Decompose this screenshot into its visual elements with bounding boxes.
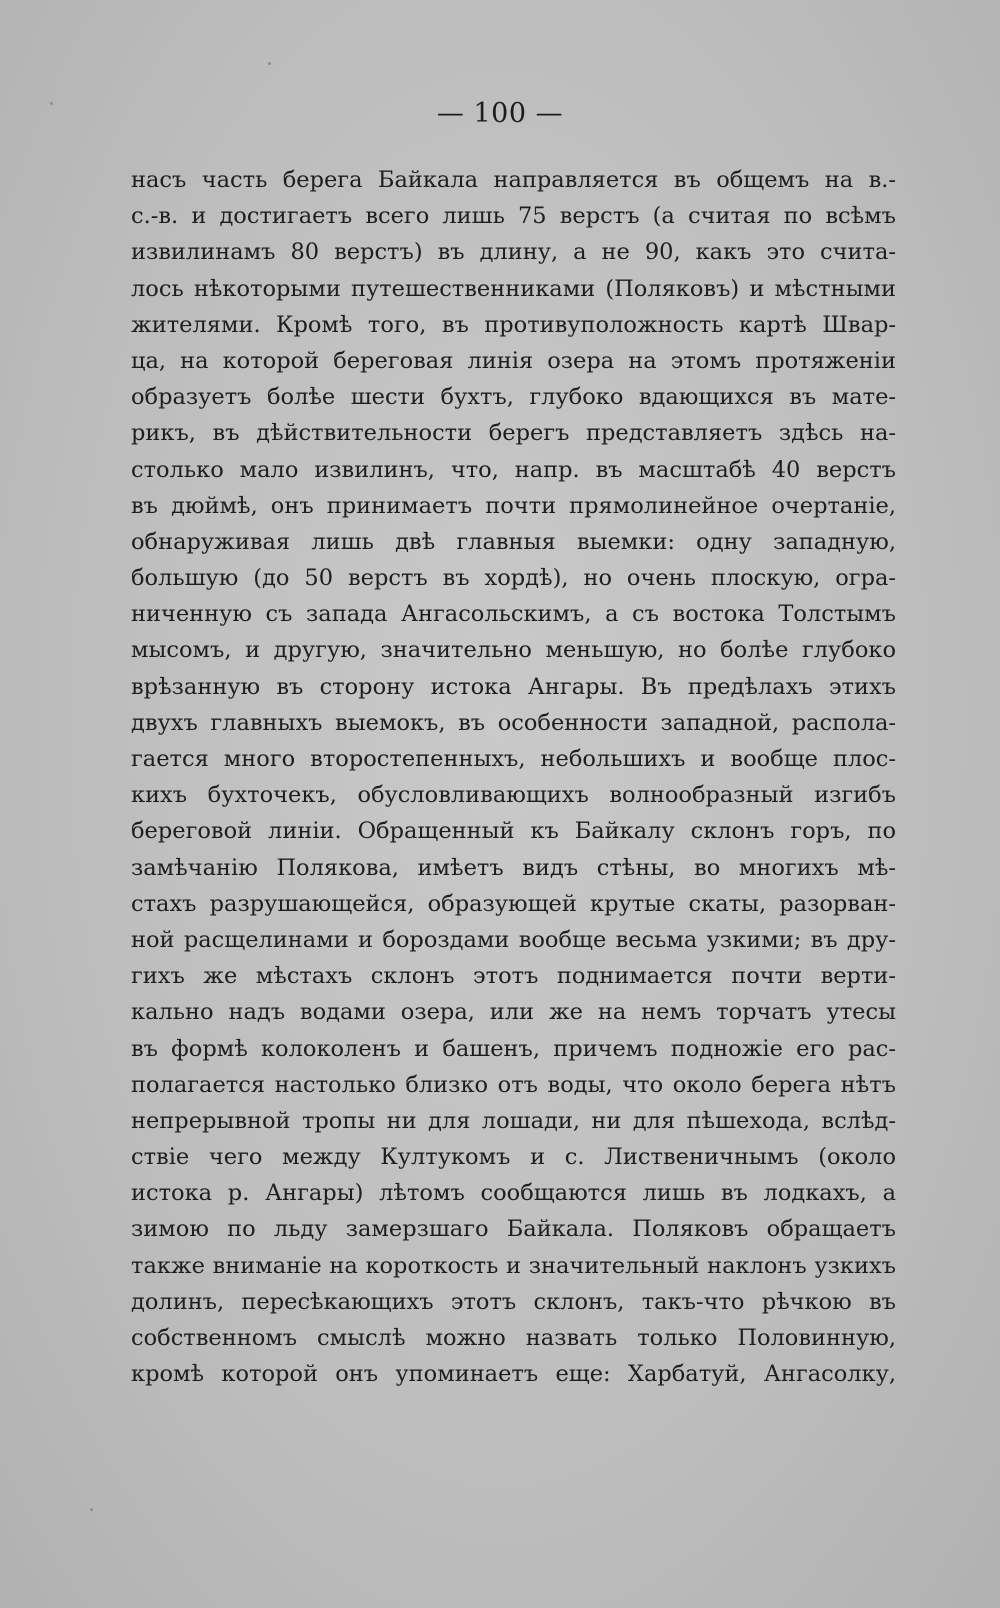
text-line: образуетъ болѣе шести бухтъ, глубоко вдающихся въ мате- <box>131 384 896 411</box>
text-line: собственномъ смыслѣ можно назвать только Половинную, <box>131 1325 896 1351</box>
text-line: столько мало извилинъ, что, напр. въ масштабѣ 40 верстъ <box>131 456 896 483</box>
text-line: ствіе чего между Култукомъ и с. Лиственичнымъ (около <box>131 1144 896 1171</box>
text-line: рикъ, въ дѣйствительности берегъ представляетъ здѣсь на- <box>131 420 896 447</box>
text-line: въ дюймѣ, онъ принимаетъ почти прямолинейное очертаніе, <box>131 492 896 519</box>
text-line: лось нѣкоторыми путешественниками (Поляковъ) и мѣстными <box>131 275 896 302</box>
text-line: гается много второстепенныхъ, небольшихъ и вообще плос- <box>131 746 896 772</box>
text-line: извилинамъ 80 верстъ) въ длину, а не 90, какъ это счита- <box>131 239 896 266</box>
text-line: большую (до 50 верстъ въ хордѣ), но очень плоскую, огра- <box>131 565 896 592</box>
text-line: мысомъ, и другую, значительно меньшую, но болѣе глубоко <box>131 637 896 664</box>
text-line: стахъ разрушающейся, образующей крутые скаты, разорван- <box>131 890 896 917</box>
text-line: обнаруживая лишь двѣ главныя выемки: одну западную, <box>131 528 896 555</box>
page-number: — 100 — <box>436 98 564 129</box>
text-line: непрерывной тропы ни для лошади, ни для пѣшехода, вслѣд- <box>131 1107 896 1134</box>
text-line: ца, на которой береговая линія озера на этомъ протяженіи <box>131 347 896 374</box>
text-line: насъ часть берега Байкала направляется въ общемъ на в.- <box>131 167 896 193</box>
text-line: ной расщелинами и бороздами вообще весьма узкими; въ дру- <box>131 926 896 953</box>
text-line: кромѣ которой онъ упоминаетъ еще: Харбатуй, Ангасолку, <box>131 1361 896 1388</box>
text-line: полагается настолько близко отъ воды, что около берега нѣтъ <box>131 1071 896 1098</box>
text-line: врѣзанную въ сторону истока Ангары. Въ предѣлахъ этихъ <box>131 673 896 700</box>
text-line: также вниманіе на короткость и значительный наклонъ узкихъ <box>131 1252 896 1279</box>
text-line: въ формѣ колоколенъ и башенъ, причемъ подножіе его рас- <box>131 1035 896 1062</box>
body-text <box>131 162 896 1392</box>
text-line: ниченную съ запада Ангасольскимъ, а съ востока Толстымъ <box>131 601 896 628</box>
text-line: замѣчанію Полякова, имѣетъ видъ стѣны, во многихъ мѣ- <box>131 854 896 881</box>
paper-speck <box>268 62 271 65</box>
paper-speck <box>90 1508 93 1511</box>
text-line: зимою по льду замерзшаго Байкала. Поляковъ обращаетъ <box>131 1216 896 1243</box>
text-line: кихъ бухточекъ, обусловливающихъ волнообразный изгибъ <box>131 782 896 809</box>
text-line: гихъ же мѣстахъ склонъ этотъ поднимается почти верти- <box>131 963 896 990</box>
text-line: кально надъ водами озера, или же на немъ торчатъ утесы <box>131 999 896 1026</box>
text-line: истока р. Ангары) лѣтомъ сообщаются лишь въ лодкахъ, а <box>131 1180 896 1207</box>
text-line: с.-в. и достигаетъ всего лишь 75 верстъ (а считая по всѣмъ <box>131 203 896 230</box>
text-line: жителями. Кромѣ того, въ противуположность картѣ Швар- <box>131 311 896 338</box>
text-line: береговой линіи. Обращенный къ Байкалу склонъ горъ, по <box>131 818 896 845</box>
text-line: двухъ главныхъ выемокъ, въ особенности западной, распола- <box>131 709 896 736</box>
text-line: долинъ, пересѣкающихъ этотъ склонъ, такъ-что рѣчкою въ <box>131 1288 896 1315</box>
